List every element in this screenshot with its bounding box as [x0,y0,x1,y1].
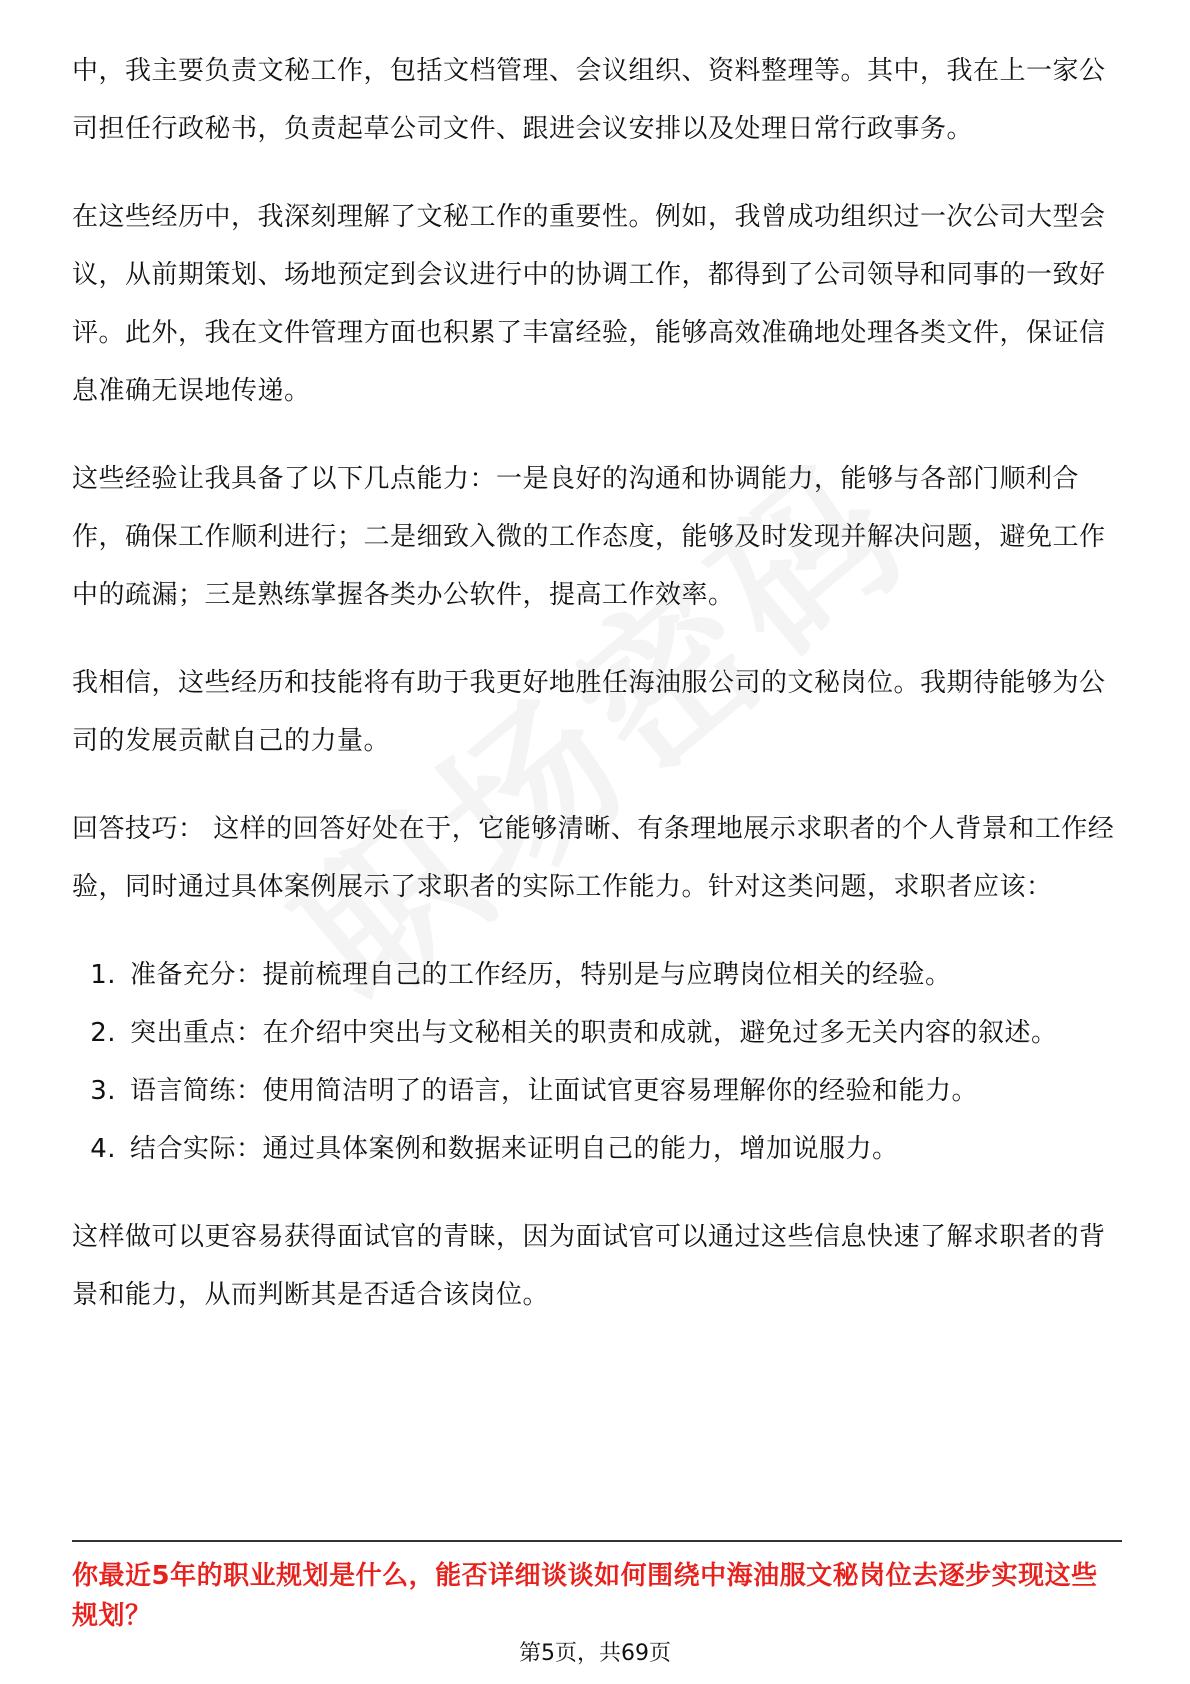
list-text: 语言简练：使用简洁明了的语言，让面试官更容易理解你的经验和能力。 [130,1076,979,1106]
paragraph-work-duties: 中，我主要负责文秘工作，包括文档管理、会议组织、资料整理等。其中，我在上一家公司担任行政秘书，负责起草公司文件、跟进会议安排以及处理日常行政事务。 [72,56,1106,144]
paragraph-answer-tips: 回答技巧： 这样的回答好处在于，它能够清晰、有条理地展示求职者的个人背景和工作经验，同时通过具体案例展示了求职者的实际工作能力。针对这类问题，求职者应该： [72,814,1115,902]
paragraph-abilities: 这些经验让我具备了以下几点能力：一是良好的沟通和协调能力，能够与各部门顺利合作，确保工作顺利进行；二是细致入微的工作态度，能够及时发现并解决问题，避免工作中的疏漏；三是熟练掌握各类办公软件，提高工作效率。 [72,464,1106,610]
list-number: 1. [90,960,116,990]
paragraph-belief: 我相信，这些经历和技能将有助于我更好地胜任海油服公司的文秘岗位。我期待能够为公司的发展贡献自己的力量。 [72,668,1106,756]
paragraph-closing: 这样做可以更容易获得面试官的青睐，因为面试官可以通过这些信息快速了解求职者的背景和能力，从而判断其是否适合该岗位。 [72,1222,1106,1310]
list-item [72,1062,1122,1120]
section-divider [72,1540,1122,1542]
page-footer: 第5页，共69页 [519,1641,671,1666]
document-body [72,42,1122,1354]
list-number: 4. [90,1134,116,1164]
paragraph-experience: 在这些经历中，我深刻理解了文秘工作的重要性。例如，我曾成功组织过一次公司大型会议，从前期策划、场地预定到会议进行中的协调工作，都得到了公司领导和同事的一致好评。此外，我在文件管理方面也积累了丰富经验，能够高效准确地处理各类文件，保证信息准确无误地传递。 [72,202,1106,406]
list-number: 2. [90,1018,116,1048]
next-question-heading: 你最近5年的职业规划是什么，能否详细谈谈如何围绕中海油服文秘岗位去逐步实现这些规划？ [72,1561,1098,1631]
list-item [72,1004,1122,1062]
list-item [72,1120,1122,1178]
list-text: 结合实际：通过具体案例和数据来证明自己的能力，增加说服力。 [130,1134,899,1164]
list-text: 准备充分：提前梳理自己的工作经历，特别是与应聘岗位相关的经验。 [130,960,952,990]
list-item [72,946,1122,1004]
list-text: 突出重点：在介绍中突出与文秘相关的职责和成就，避免过多无关内容的叙述。 [130,1018,1058,1048]
list-number: 3. [90,1076,116,1106]
tips-list [72,946,1122,1178]
